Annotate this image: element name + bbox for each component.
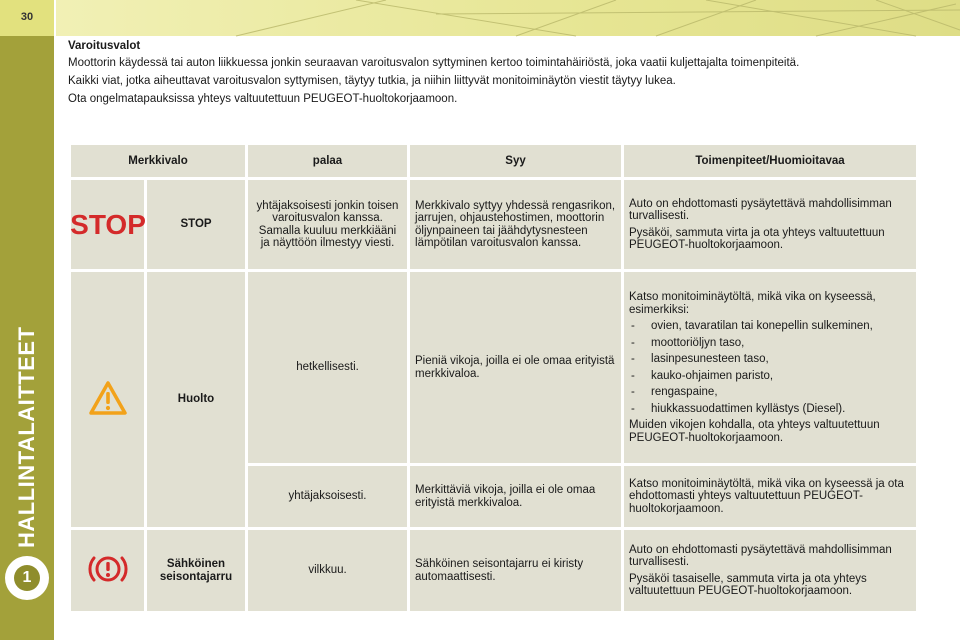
intro-section bbox=[68, 40, 916, 111]
huolto-action-1 bbox=[623, 271, 918, 465]
parking-brake-state: vilkkuu. bbox=[247, 529, 409, 613]
parking-brake-name: Sähköinen seisontajarru bbox=[146, 529, 247, 613]
list-item: - moottoriöljyn taso, bbox=[629, 337, 911, 350]
table-row-parking-brake bbox=[70, 529, 918, 613]
list-item: - kauko-ohjaimen paristo, bbox=[629, 370, 911, 383]
parking-brake-warning-icon bbox=[86, 551, 130, 587]
intro-paragraph-2: Kaikki viat, jotka aiheuttavat varoitusvalon syttymisen, täytyy tutkia, ja niihin liittyvät monitoiminäytön viestit täytyy lukea. bbox=[68, 75, 676, 87]
svg-text:STOP: STOP bbox=[69, 208, 146, 240]
stop-action-1: Auto on ehdottomasti pysäytettävä mahdollisimman turvallisesti. bbox=[629, 197, 892, 222]
page-number-box bbox=[0, 0, 54, 36]
chapter-badge bbox=[5, 556, 49, 600]
table-header-row bbox=[70, 144, 918, 179]
header-merkkivalo: Merkkivalo bbox=[70, 144, 247, 179]
page-number: 30 bbox=[20, 11, 34, 23]
list-item: - lasinpesunesteen taso, bbox=[629, 353, 911, 366]
parking-brake-action-2: Pysäköi tasaiselle, sammuta virta ja ota yhteys valtuutettuun PEUGEOT-huoltokorjaamoon. bbox=[629, 572, 867, 597]
chapter-number: 1 bbox=[14, 565, 40, 591]
stop-action-2: Pysäköi, sammuta virta ja ota yhteys valtuutettuun PEUGEOT-huoltokorjaamoon. bbox=[629, 226, 885, 251]
huolto-state-2: yhtäjaksoisesti. bbox=[247, 465, 409, 529]
table-row-stop bbox=[70, 179, 918, 271]
list-item: - hiukkassuodattimen kyllästys (Diesel). bbox=[629, 403, 911, 416]
huolto-cause-2: Merkittäviä vikoja, joilla ei ole omaa erityistä merkkivaloa. bbox=[409, 465, 623, 529]
stop-cause: Merkkivalo syttyy yhdessä rengasrikon, jarrujen, ohjaustehostimen, moottorin öljynpaineen tai jäähdytysnesteen lämpötilan varoitusvalon kanssa. bbox=[409, 179, 623, 271]
stop-state: yhtäjaksoisesti jonkin toisen varoitusvalon kanssa. Samalla kuuluu merkkiääni ja näyttöön ilmestyy viesti. bbox=[247, 179, 409, 271]
stop-action bbox=[623, 179, 918, 271]
section-heading: Varoitusvalot bbox=[68, 40, 141, 52]
warning-triangle-icon bbox=[88, 380, 128, 416]
huolto-action-list bbox=[629, 320, 911, 415]
header-decoration bbox=[56, 0, 960, 36]
parking-brake-cause: Sähköinen seisontajarru ei kiristy automaattisesti. bbox=[409, 529, 623, 613]
warning-icon-cell bbox=[70, 271, 146, 529]
header-palaa: palaa bbox=[247, 144, 409, 179]
list-item: - ovien, tavaratilan tai konepellin sulkeminen, bbox=[629, 320, 911, 333]
huolto-name: Huolto bbox=[146, 271, 247, 529]
parking-brake-action bbox=[623, 529, 918, 613]
header-toimenpiteet: Toimenpiteet/Huomioitavaa bbox=[623, 144, 918, 179]
intro-paragraph-1: Moottorin käydessä tai auton liikkuessa jonkin seuraavan varoitusvalon syttyminen kertoo toimintahäiriöstä, joka vaatii kuljettajalta toimenpiteitä. bbox=[68, 57, 800, 69]
header-band bbox=[56, 0, 960, 36]
header-syy: Syy bbox=[409, 144, 623, 179]
huolto-action-outro: Muiden vikojen kohdalla, ota yhteys valtuutettuun PEUGEOT-huoltokorjaamoon. bbox=[629, 419, 880, 444]
parking-brake-action-1: Auto on ehdottomasti pysäytettävä mahdollisimman turvallisesti. bbox=[629, 543, 892, 568]
huolto-action-2: Katso monitoiminäytöltä, mikä vika on kyseessä ja ota ehdottomasti yhteys valtuutettuun PEUGEOT-huoltokorjaamoon. bbox=[623, 465, 918, 529]
chapter-title: HALLINTALAITTEET bbox=[14, 326, 39, 548]
warning-lamp-table bbox=[68, 142, 916, 614]
stop-icon-cell bbox=[70, 179, 146, 271]
stop-name: STOP bbox=[146, 179, 247, 271]
intro-paragraph-3: Ota ongelmatapauksissa yhteys valtuutettuun PEUGEOT-huoltokorjaamoon. bbox=[68, 93, 458, 105]
stop-icon bbox=[69, 208, 146, 240]
huolto-state-1: hetkellisesti. bbox=[247, 271, 409, 465]
list-item: - rengaspaine, bbox=[629, 386, 911, 399]
huolto-action-intro: Katso monitoiminäytöltä, mikä vika on kyseessä, esimerkiksi: bbox=[629, 291, 876, 316]
huolto-cause-1: Pieniä vikoja, joilla ei ole omaa erityistä merkkivaloa. bbox=[409, 271, 623, 465]
parking-brake-icon-cell bbox=[70, 529, 146, 613]
table-row-huolto-1 bbox=[70, 271, 918, 465]
